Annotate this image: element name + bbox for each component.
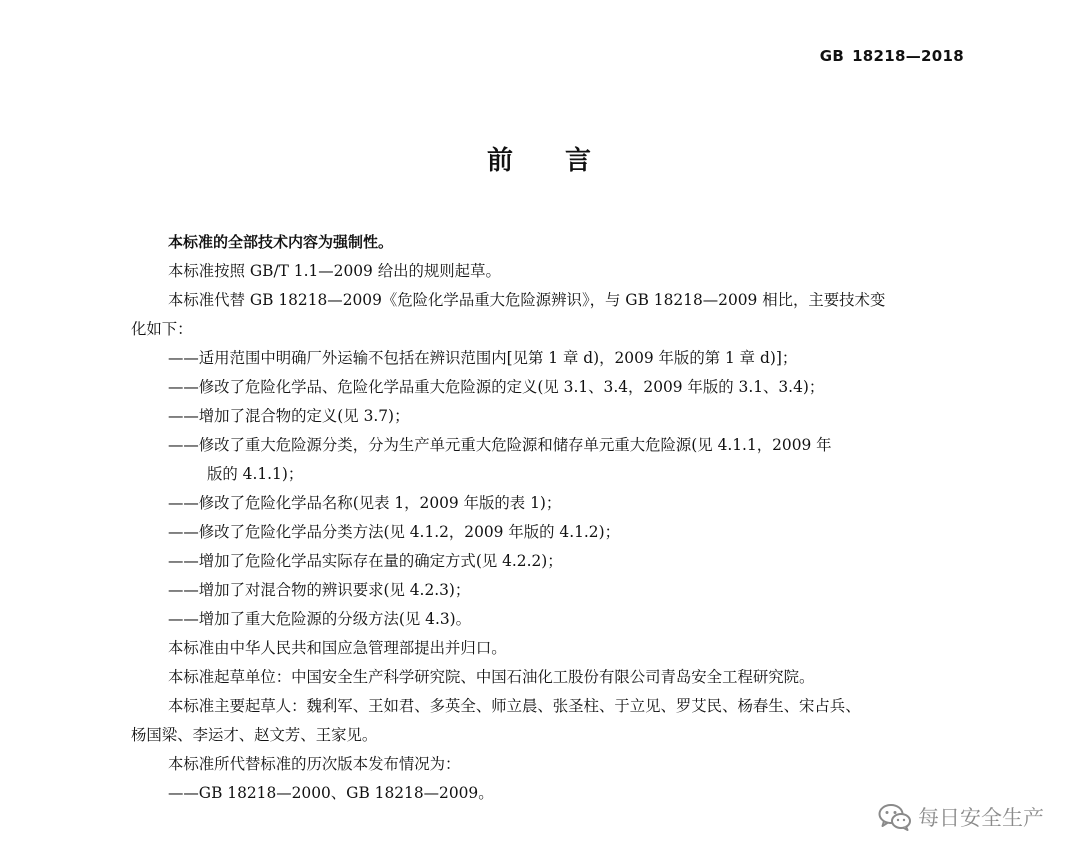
change-item-cont: 版的 4.1.1)； bbox=[207, 465, 304, 483]
proposed-by: 本标准由中华人民共和国应急管理部提出并归口。 bbox=[168, 639, 507, 657]
change-item: ——修改了危险化学品名称(见表 1，2009 年版的表 1)； bbox=[168, 494, 562, 512]
drafting-rules: 本标准按照 GB/T 1.1—2009 给出的规则起草。 bbox=[168, 262, 501, 280]
page-title-char-2: 言 bbox=[565, 146, 594, 176]
mandatory-statement: 本标准的全部技术内容为强制性。 bbox=[168, 233, 394, 251]
drafting-units: 本标准起草单位：中国安全生产科学研究院、中国石油化工股份有限公司青岛安全工程研究院。 bbox=[168, 668, 815, 686]
change-item: ——修改了危险化学品分类方法(见 4.1.2，2009 年版的 4.1.2)； bbox=[168, 523, 620, 541]
change-item: ——适用范围中明确厂外运输不包括在辨识范围内[见第 1 章 d)，2009 年版的第 1 章 d)]； bbox=[168, 349, 798, 367]
main-drafters-cont: 杨国梁、李运才、赵文芳、王家见。 bbox=[131, 726, 378, 744]
change-item: ——修改了危险化学品、危险化学品重大危险源的定义(见 3.1、3.4，2009 年版的 3.1、3.4)； bbox=[168, 378, 825, 396]
page-title bbox=[0, 140, 1080, 177]
replacement-statement: 本标准代替 GB 18218—2009《危险化学品重大危险源辨识》，与 GB 18218—2009 相比，主要技术变 bbox=[168, 291, 886, 309]
standard-number bbox=[820, 47, 964, 65]
change-item: ——增加了危险化学品实际存在量的确定方式(见 4.2.2)； bbox=[168, 552, 563, 570]
change-item: ——修改了重大危险源分类，分为生产单元重大危险源和储存单元重大危险源(见 4.1.1，2009 年 bbox=[168, 436, 832, 454]
standard-code: 18218—2018 bbox=[852, 47, 964, 65]
standard-prefix: GB bbox=[819, 47, 845, 65]
foreword-body bbox=[131, 228, 971, 808]
page-title-char-1: 前 bbox=[486, 146, 515, 176]
replacement-statement-cont: 化如下： bbox=[131, 320, 193, 338]
change-item: ——增加了重大危险源的分级方法(见 4.3)。 bbox=[168, 610, 472, 628]
wechat-icon bbox=[878, 803, 912, 831]
main-drafters: 本标准主要起草人：魏利军、王如君、多英全、师立晨、张圣柱、于立见、罗艾民、杨春生、宋占兵、 bbox=[168, 697, 861, 715]
change-item: ——增加了对混合物的辨识要求(见 4.2.3)； bbox=[168, 581, 471, 599]
watermark bbox=[878, 802, 1044, 832]
history-intro: 本标准所代替标准的历次版本发布情况为： bbox=[168, 755, 461, 773]
change-item: ——增加了混合物的定义(见 3.7)； bbox=[168, 407, 410, 425]
watermark-text: 每日安全生产 bbox=[918, 806, 1044, 830]
history-item: ——GB 18218—2000、GB 18218—2009。 bbox=[168, 784, 494, 802]
